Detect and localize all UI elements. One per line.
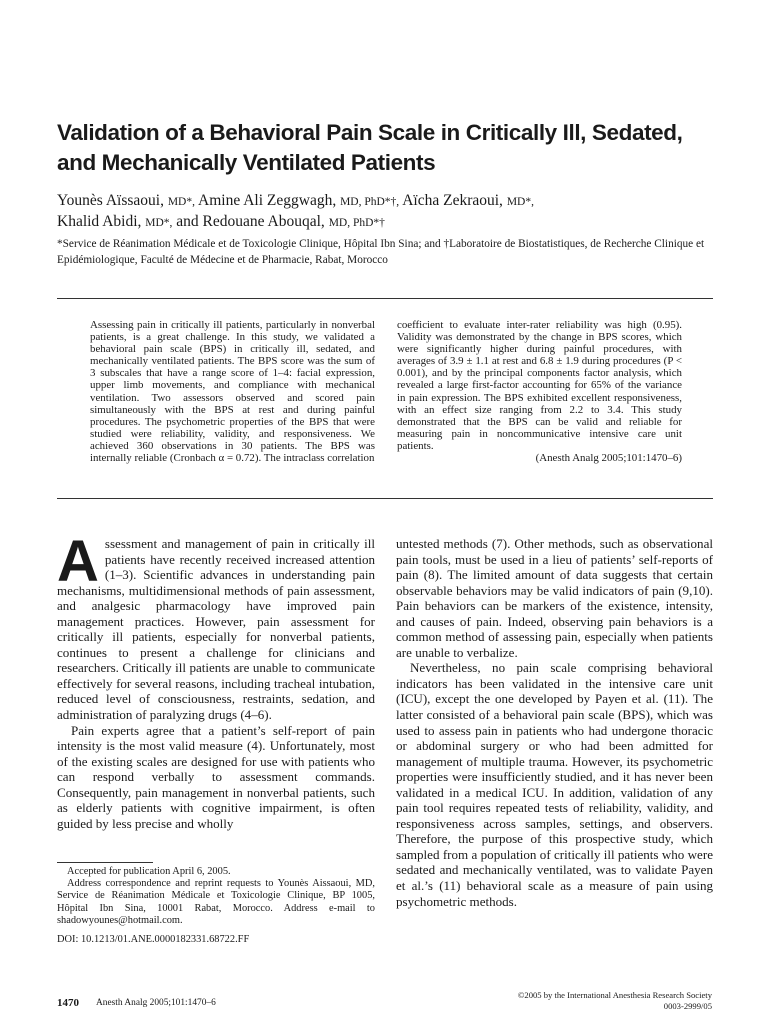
article-title: Validation of a Behavioral Pain Scale in Critically Ill, Sedated, and Mechanically Ventilated Patients: [57, 120, 683, 175]
footnote-accepted: Accepted for publication April 6, 2005.: [67, 866, 231, 877]
intro-paragraph-4: Nevertheless, no pain scale comprising behavioral indicators has been validated in the intensive care unit (ICU), except the one developed by Payen et al. (11). The latter consisted of a behavioral pain scale (BPS), which was used to assess pain in patients who had undergone thoracic or abdominal surgery or who had been admitted for management of multiple trauma. However, its psychometric properties were insufficiently studied, and it has never been validated in a medical ICU. In addition, validation of any pain tool requires repeated tests of reliability, validity, and responsiveness across samples, settings, and observers. Therefore, the purpose of this prospective study, which sampled from a population of critically ill patients who were sedated and mechanically ventilated, was to validate Payen et al.’s (11) behavioral scale as a measure of pain using psychometric methods.: [396, 660, 713, 909]
intro-paragraph-3: untested methods (7). Other methods, such as observational pain tools, must be used in a lieu of patients’ self-reports of pain (8). The limited amount of data suggests that certain observable behaviors may be valid indicators of pain (9,10). Pain behaviors can be markers of the existence, intensity, and causes of pain. Indeed, observing pain behaviors is a common method of assessing pain, especially when patients are unable to verbalize.: [396, 536, 713, 660]
running-head: Anesth Analg 2005;101:1470–6: [96, 998, 216, 1008]
abstract-left-column: Assessing pain in critically ill patients, particularly in nonverbal patients, is a great challenge. In this study, we validated a behavioral pain scale (BPS) in critically ill, sedated, and mechanically ventilated patients. The BPS score was the sum of 3 subscales that have a range score of 1–4: facial expression, upper limb movements, and compliance with mechanical ventilation. Two assessors observed and scored pain simultaneously with the BPS at rest and during painful procedures. The psychometric properties of the BPS that were studied were reliability, validity, and responsiveness. We achieved 360 observations in 30 patients. The BPS was internally reliable (Cronbach α = 0.72). The intraclass correlation: [90, 319, 375, 465]
abstract-citation: (Anesth Analg 2005;101:1470–6): [535, 452, 682, 465]
copyright-line: ©2005 by the International Anesthesia Research Society: [517, 990, 712, 1000]
footnote-doi: DOI: 10.1213/01.ANE.0000182331.68722.FF: [57, 934, 250, 946]
author-name: Khalid Abidi,: [57, 213, 142, 230]
intro-paragraph-1: [57, 529, 375, 723]
header-divider: [57, 298, 713, 299]
footnote: [57, 866, 375, 946]
author-degree: MD, PhD*†,: [340, 196, 400, 208]
page-number: 1470: [57, 997, 79, 1009]
author-list: [57, 191, 717, 233]
footnote-divider: [57, 862, 153, 863]
author-degree: MD*,: [145, 217, 173, 229]
author-name: Amine Ali Zeggwagh,: [198, 192, 337, 209]
abstract-divider: [57, 498, 713, 499]
body-right-column: [396, 536, 713, 909]
author-name: and Redouane Abouqal,: [176, 213, 325, 230]
author-name: Aïcha Zekraoui,: [402, 192, 503, 209]
affiliation: *Service de Réanimation Médicale et de Toxicologie Clinique, Hôpital Ibn Sina; and †Laboratoire de Biostatistiques, de Recherche Clinique et Epidémiologique, Faculté de Médecine et de Pharmacie, Rabat, Morocco: [57, 238, 705, 266]
abstract-right-column: [397, 319, 682, 464]
copyright-block: [518, 990, 712, 1011]
author-name: Younès Aïssaoui,: [57, 192, 164, 209]
abstract-right-text: coefficient to evaluate inter-rater reliability was high (0.95). Validity was demonstrated by the change in BPS scores, which were significantly higher during painful procedures, with averages of 3.9 ± 1.1 at rest and 6.8 ± 1.9 during procedures (P < 0.001), and by the principal components factor analysis, which revealed a large first-factor accounting for 65% of the variance in pain expression. The BPS exhibited excellent responsiveness, with an effect size ranging from 2.2 to 3.4. This study demonstrated that the BPS can be valid and reliable for measuring pain in noncommunicative intensive care unit patients.: [397, 319, 682, 452]
intro-paragraph-2: Pain experts agree that a patient’s self-report of pain intensity is the most valid measure (4). Unfortunately, most of the existing scales are designed for use with patients who can respond verbally to assessment commands. Consequently, pain management in nonverbal patients, such as elderly patients with cognitive impairment, is often guided by less precise and wholly: [57, 722, 375, 831]
issn: 0003-2999/05: [663, 1000, 712, 1011]
body-left-column: [57, 529, 375, 831]
author-degree: MD, PhD*†: [328, 217, 385, 229]
author-degree: MD*,: [506, 196, 534, 208]
footnote-address: Address correspondence and reprint requests to Younès Aissaoui, MD, Service de Réanimation Médicale et Toxicologie Clinique, BP 1005, Hôpital Ibn Sina, 10001 Rabat, Morocco. Address e-mail to shadowyounes@hotmail.com.: [57, 878, 375, 926]
author-degree: MD*,: [167, 196, 195, 208]
drop-cap: A: [57, 529, 99, 594]
intro-paragraph-1-text: ssessment and management of pain in critically ill patients have recently received increased attention (1–3). Scientific advances in understanding pain mechanisms, multidimensional methods of pain assessment, and analgesic pharmacology have improved pain management practices. However, pain assessment for critically ill patients, especially for nonverbal patients, continues to present a challenge for clinicians and researchers. Critically ill patients are unable to communicate effectively for several reasons, including tracheal intubation, reduced level of consciousness, restraints, sedation, and administration of paralyzing drugs (4–6).: [57, 536, 375, 723]
